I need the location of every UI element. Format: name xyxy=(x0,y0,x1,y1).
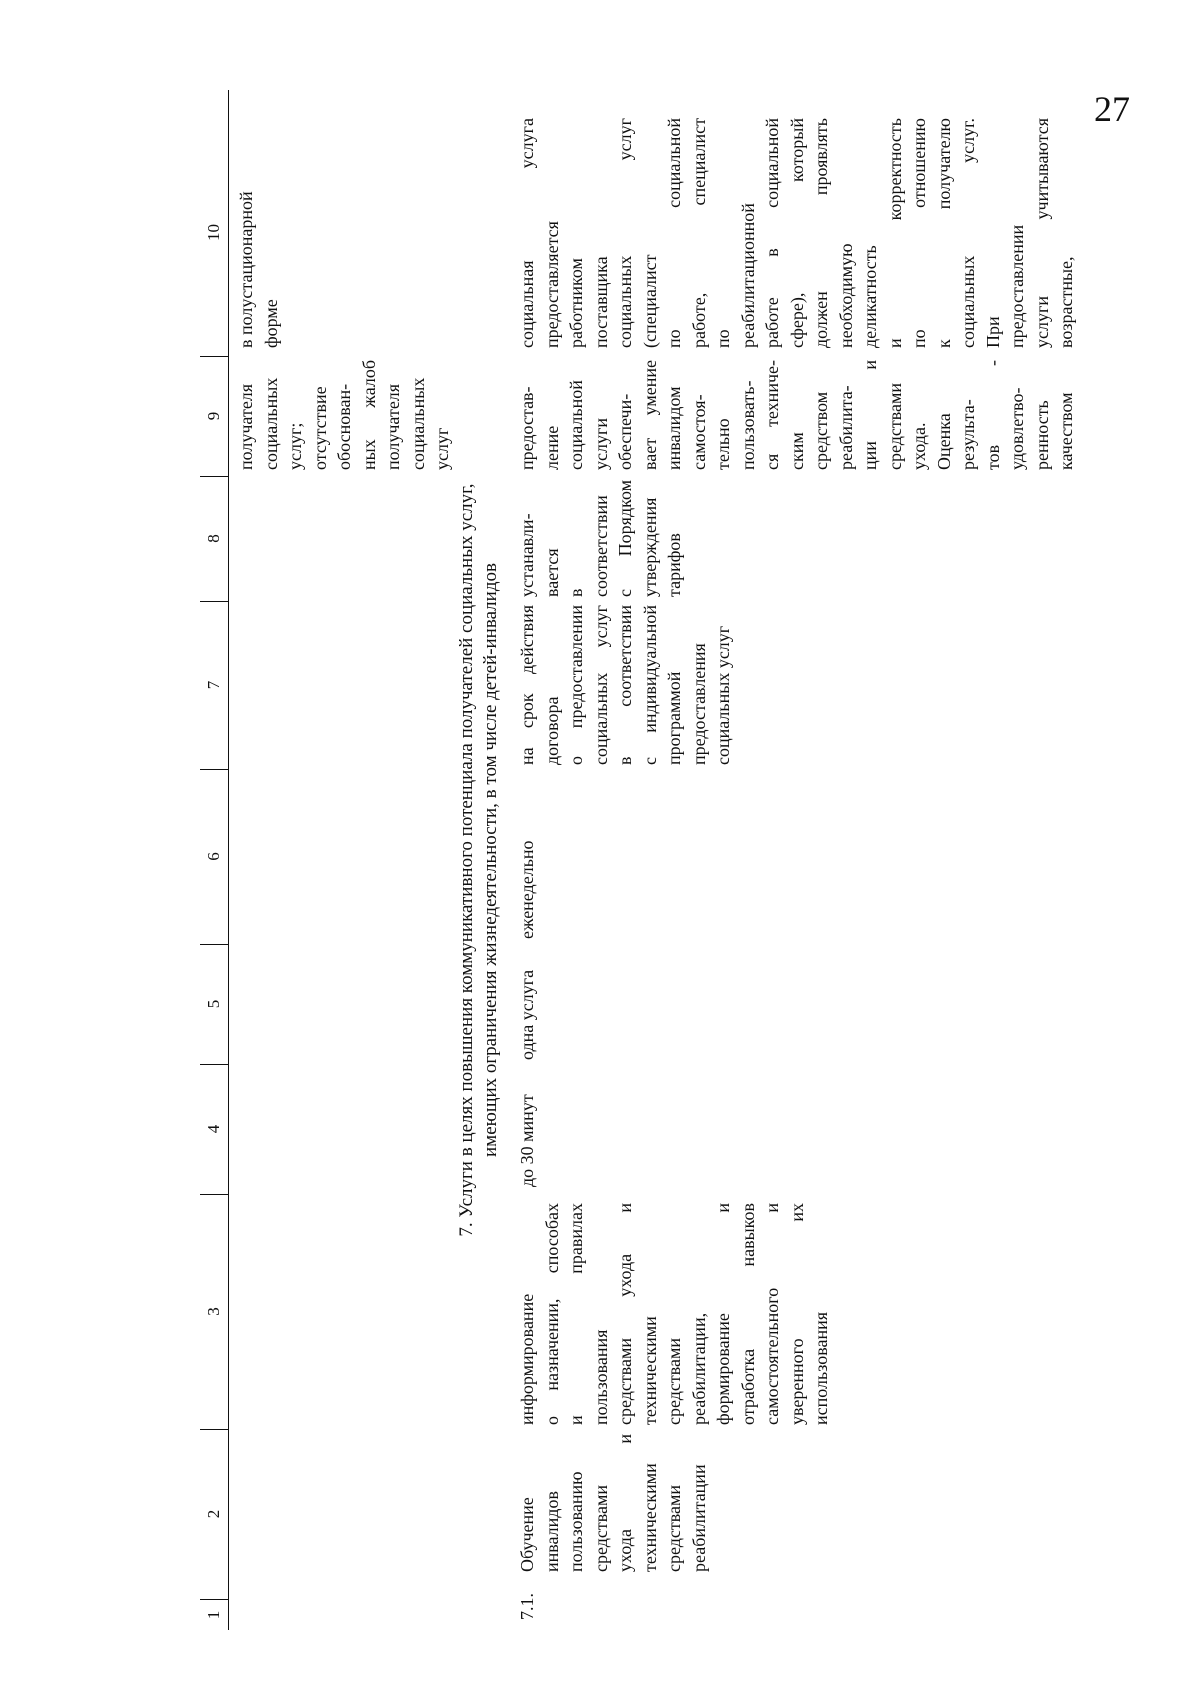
section-title-line: имеющих ограничения жизнедеятельности, в том числе детей-инвалидов xyxy=(480,563,501,1157)
row-number: 7.1. xyxy=(517,1593,537,1620)
frequency-cell: еженедельно xyxy=(517,840,537,939)
section-heading xyxy=(455,90,515,1630)
column-number: 2 xyxy=(200,1429,228,1600)
column-number: 10 xyxy=(200,109,228,357)
result-cell: получателя социальных услуг; отсутствие обоснован- ных жалоб получателя социальных услуг xyxy=(236,360,452,470)
section-title-line: 7. Услуги в целях повышения коммуникативного потенциала получателей социальных услуг, xyxy=(456,483,477,1237)
column-number-header xyxy=(200,90,229,1630)
column-number: 6 xyxy=(200,769,228,945)
column-number: 9 xyxy=(200,356,228,477)
duration-cell: до 30 минут xyxy=(517,1094,537,1187)
page-number: 27 xyxy=(1094,89,1130,129)
column-number: 1 xyxy=(204,1610,223,1620)
term-cell: на срок действия договора о предоставлении социальных услуг в соответствии с индивидуальной программой предоставления социальных услуг xyxy=(517,605,733,765)
column-number: 5 xyxy=(200,944,228,1065)
conditions-cell: социальная услуга предоставляется работником поставщика социальных услуг (специалист по социальной работе, специалист по реабилитационной работе в социальной сфере), который должен проявлять необходимую деликатность и корректность по отношению к получателю социальных услуг. При предоставлении услуги учитываются возрастные, xyxy=(517,118,1076,348)
table-row xyxy=(515,90,1095,1630)
tariff-cell: устанавли- вается в соответствии с Порядком утверждения тарифов xyxy=(517,480,684,597)
volume-cell: одна услуга xyxy=(517,969,537,1060)
rotated-table xyxy=(200,90,1100,1630)
conditions-cell: в полустационарной форме xyxy=(236,191,281,348)
column-number: 3 xyxy=(200,1194,228,1430)
column-number: 8 xyxy=(200,476,228,602)
service-description-cell: информирование о назначении, способах и правилах пользования средствами ухода и техническими средствами реабилитации, формирование и отработка навыков самостоятельного и уверенного их использования xyxy=(517,1203,831,1425)
quality-indicators-cell: предостав- ление социальной услуги обеспечи- вает умение инвалидом самостоя- тельно пользовать- ся техниче- ским средством реабилита- ции и средствами ухода. Оценка результа- тов - удовлетво- ренность качеством xyxy=(517,360,1076,470)
service-name-cell: Обучение инвалидов пользованию средствами ухода и техническими средствами реабилитации xyxy=(517,1434,709,1572)
column-number: 4 xyxy=(200,1064,228,1195)
column-number: 7 xyxy=(200,601,228,770)
